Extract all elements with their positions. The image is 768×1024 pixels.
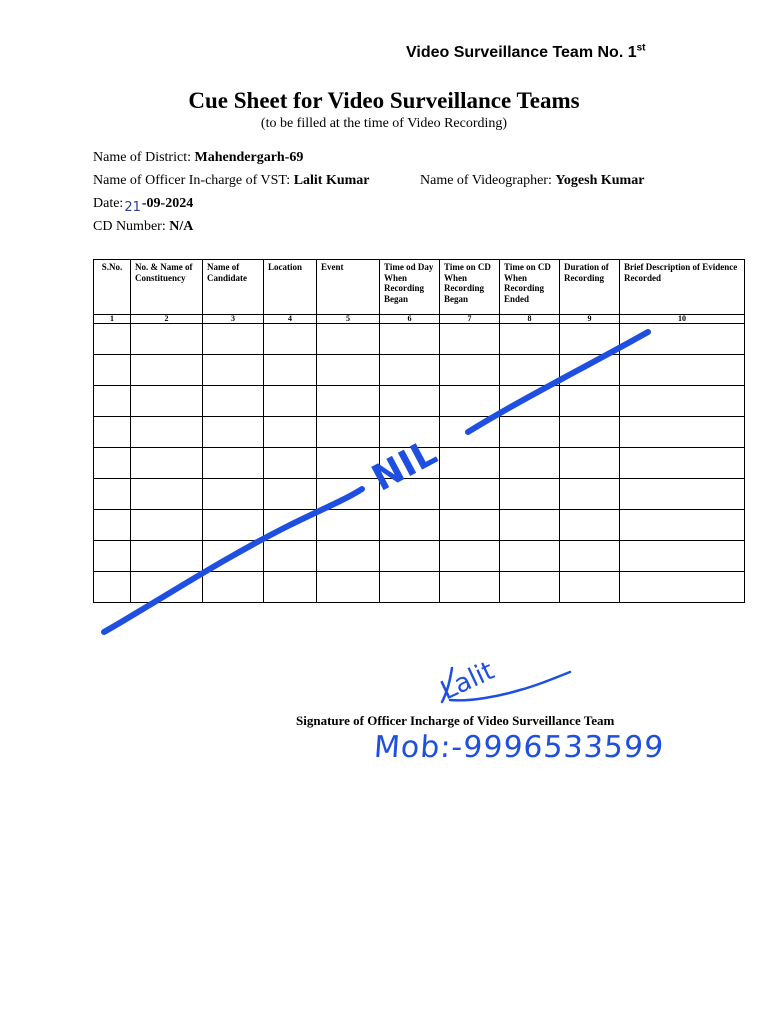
table-cell <box>131 510 203 541</box>
col-header-location: Location <box>264 260 317 315</box>
table-cell <box>560 417 620 448</box>
table-cell <box>131 324 203 355</box>
col-header-cd-ended: Time on CD When Recording Ended <box>500 260 560 315</box>
table-cell <box>203 355 264 386</box>
date-handwritten: 21 <box>124 200 141 215</box>
table-cell <box>440 355 500 386</box>
table-row <box>94 479 745 510</box>
col-number: 3 <box>203 315 264 324</box>
date-label: Date: <box>93 196 124 211</box>
table-cell <box>317 355 380 386</box>
col-number: 5 <box>317 315 380 324</box>
signature-scribble <box>442 668 570 702</box>
signature-label: Signature of Officer Incharge of Video Surveillance Team <box>296 713 615 728</box>
district-value: Mahendergarh-69 <box>194 150 304 165</box>
table-cell <box>620 479 745 510</box>
table-cell <box>131 355 203 386</box>
col-number: 4 <box>264 315 317 324</box>
cue-sheet-table <box>93 259 745 603</box>
table-cell <box>131 541 203 572</box>
col-header-constituency: No. & Name of Constituency <box>131 260 203 315</box>
col-number: 6 <box>380 315 440 324</box>
cd-number-line <box>93 219 193 235</box>
officer-label: Name of Officer In-charge of VST: <box>93 173 291 188</box>
table-cell <box>500 572 560 603</box>
team-number-suffix: st <box>636 42 646 54</box>
table-cell <box>317 541 380 572</box>
table-cell <box>500 479 560 510</box>
table-cell <box>264 479 317 510</box>
table-cell <box>560 541 620 572</box>
table-cell <box>203 572 264 603</box>
mobile-number: Mob:-9996533599 <box>372 730 666 765</box>
district-label: Name of District: <box>93 150 191 165</box>
table-number-row <box>94 315 745 324</box>
table-cell <box>560 479 620 510</box>
table-cell <box>94 541 131 572</box>
table-cell <box>264 386 317 417</box>
table-cell <box>317 386 380 417</box>
col-header-time-of-day: Time od Day When Recording Began <box>380 260 440 315</box>
table-cell <box>440 572 500 603</box>
table-cell <box>380 572 440 603</box>
table-cell <box>500 386 560 417</box>
col-header-cd-began: Time on CD When Recording Began <box>440 260 500 315</box>
videographer-label: Name of Videographer: <box>420 173 552 188</box>
table-cell <box>440 417 500 448</box>
table-cell <box>131 479 203 510</box>
table-cell <box>380 510 440 541</box>
col-header-description: Brief Description of Evidence Recorded <box>620 260 745 315</box>
table-cell <box>380 448 440 479</box>
table-cell <box>560 510 620 541</box>
table-cell <box>560 448 620 479</box>
col-number: 10 <box>620 315 745 324</box>
table-cell <box>380 417 440 448</box>
col-number: 2 <box>131 315 203 324</box>
table-row <box>94 510 745 541</box>
table-cell <box>620 324 745 355</box>
table-cell <box>380 541 440 572</box>
table-cell <box>203 448 264 479</box>
officer-value: Lalit Kumar <box>293 173 370 188</box>
table-cell <box>620 417 745 448</box>
table-cell <box>380 479 440 510</box>
table-row <box>94 355 745 386</box>
table-cell <box>440 448 500 479</box>
table-cell <box>440 510 500 541</box>
table-cell <box>500 324 560 355</box>
table-cell <box>203 324 264 355</box>
table-cell <box>380 355 440 386</box>
table-cell <box>131 417 203 448</box>
table-cell <box>203 479 264 510</box>
col-header-event: Event <box>317 260 380 315</box>
table-row <box>94 572 745 603</box>
table-cell <box>380 386 440 417</box>
table-cell <box>440 479 500 510</box>
page-title: Cue Sheet for Video Surveillance Teams <box>188 88 580 113</box>
table-cell <box>94 572 131 603</box>
table-cell <box>131 572 203 603</box>
table-cell <box>500 510 560 541</box>
table-cell <box>94 510 131 541</box>
table-cell <box>264 417 317 448</box>
table-cell <box>620 572 745 603</box>
table-cell <box>264 572 317 603</box>
table-cell <box>131 448 203 479</box>
col-number: 9 <box>560 315 620 324</box>
col-header-sno: S.No. <box>94 260 131 315</box>
table-cell <box>94 448 131 479</box>
table-cell <box>380 324 440 355</box>
signature-name: Lalit <box>436 655 499 707</box>
cd-value: N/A <box>169 219 194 234</box>
table-cell <box>317 479 380 510</box>
table-body <box>94 324 745 603</box>
table-cell <box>317 510 380 541</box>
table-cell <box>94 479 131 510</box>
videographer-line <box>420 173 644 189</box>
col-header-duration: Duration of Recording <box>560 260 620 315</box>
table-cell <box>560 386 620 417</box>
table-cell <box>560 355 620 386</box>
table-cell <box>620 386 745 417</box>
table-cell <box>264 324 317 355</box>
table-cell <box>264 355 317 386</box>
table-row <box>94 386 745 417</box>
table-row <box>94 448 745 479</box>
table-cell <box>560 324 620 355</box>
table-cell <box>500 355 560 386</box>
table-cell <box>203 541 264 572</box>
page-subtitle: (to be filled at the time of Video Recording) <box>260 116 508 131</box>
table-cell <box>500 417 560 448</box>
table-cell <box>317 448 380 479</box>
table-row <box>94 541 745 572</box>
table-cell <box>620 541 745 572</box>
table-cell <box>94 386 131 417</box>
table-cell <box>264 541 317 572</box>
col-number: 8 <box>500 315 560 324</box>
table-cell <box>317 417 380 448</box>
nil-text: NIL <box>365 432 444 500</box>
col-header-candidate: Name of Candidate <box>203 260 264 315</box>
date-line <box>93 196 194 215</box>
table-cell <box>620 448 745 479</box>
table-cell <box>440 324 500 355</box>
table-cell <box>94 417 131 448</box>
cd-label: CD Number: <box>93 219 166 234</box>
table-cell <box>317 324 380 355</box>
table-cell <box>264 510 317 541</box>
table-cell <box>440 386 500 417</box>
table-cell <box>560 572 620 603</box>
table-row <box>94 324 745 355</box>
videographer-value: Yogesh Kumar <box>555 173 645 188</box>
table-cell <box>94 324 131 355</box>
table-cell <box>203 510 264 541</box>
table-header-row <box>94 260 745 315</box>
table-cell <box>500 448 560 479</box>
team-number-label: Video Surveillance Team No. 1 <box>406 44 637 61</box>
team-number <box>406 44 646 62</box>
table-cell <box>500 541 560 572</box>
table-cell <box>317 572 380 603</box>
col-number: 1 <box>94 315 131 324</box>
table-cell <box>203 386 264 417</box>
table-cell <box>620 355 745 386</box>
col-number: 7 <box>440 315 500 324</box>
table-cell <box>264 448 317 479</box>
table-row <box>94 417 745 448</box>
district-line <box>93 150 303 166</box>
table-cell <box>203 417 264 448</box>
table-cell <box>440 541 500 572</box>
officer-line <box>93 173 370 189</box>
date-value: -09-2024 <box>141 196 194 211</box>
table-cell <box>131 386 203 417</box>
table-cell <box>94 355 131 386</box>
table-cell <box>620 510 745 541</box>
